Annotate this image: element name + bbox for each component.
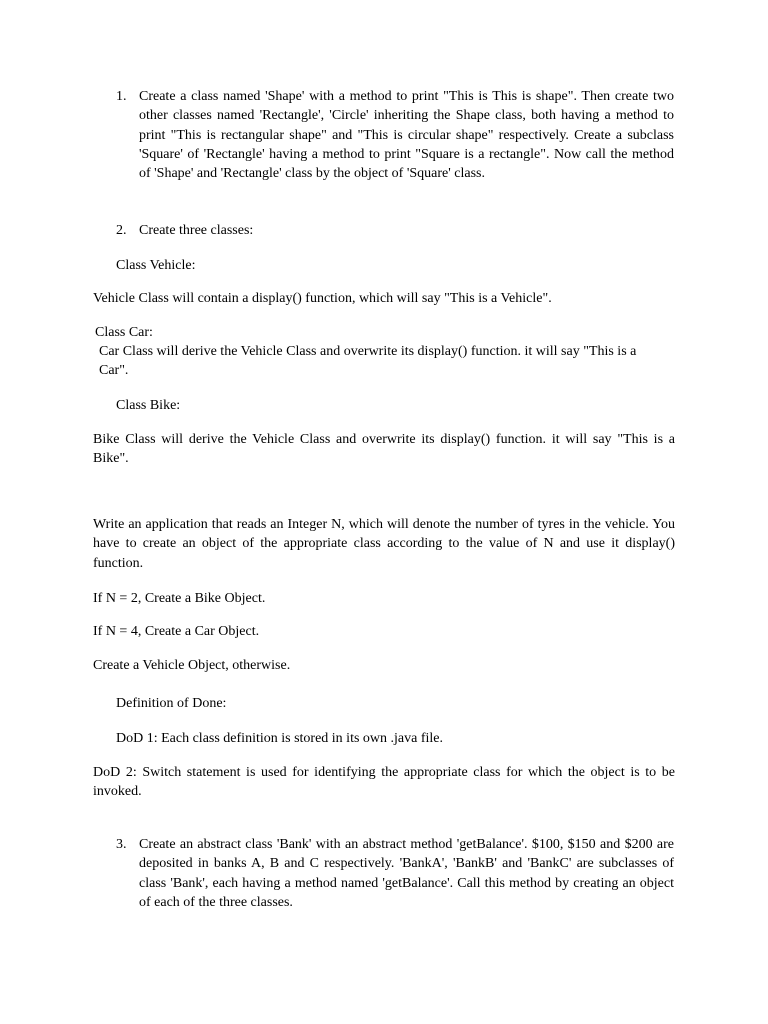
dod-2: DoD 2: Switch statement is used for identifying the appropriate class for which the object is to be invoked. bbox=[93, 765, 675, 800]
vehicle-description: Vehicle Class will contain a display() function, which will say "This is a Vehicle". bbox=[93, 291, 552, 306]
car-description: Car Class will derive the Vehicle Class and overwrite its display() function. it will say "This is a Car". bbox=[99, 344, 637, 379]
rule-car: If N = 4, Create a Car Object. bbox=[93, 624, 260, 639]
bike-heading: Class Bike: bbox=[116, 398, 181, 413]
car-heading: Class Car: bbox=[95, 325, 153, 340]
list-item-text: Create three classes: bbox=[139, 223, 254, 238]
rule-vehicle: Create a Vehicle Object, otherwise. bbox=[93, 658, 291, 673]
list-item-3 bbox=[116, 835, 676, 915]
vehicle-heading: Class Vehicle: bbox=[116, 258, 196, 273]
list-item-text: Create a class named 'Shape' with a method to print "This is This is shape". Then create two other classes named 'Rectangle', 'Circle' inheriting the Shape class, both having a method to print "This is rectangular shape" and "This is circular shape" respectively. Create a subclass 'Square' of 'Rectangle' having a method to print "Square is a rectangle". Now call the method of 'Shape' and 'Rectangle' class by the object of 'Square' class. bbox=[139, 89, 674, 182]
list-item-1 bbox=[116, 87, 676, 207]
list-item-text: Create an abstract class 'Bank' with an abstract method 'getBalance'. $100, $150 and $200 are deposited in banks A, B and C respectively. 'BankA', 'BankB' and 'BankC' are subclasses of class 'Bank', each having a method named 'getBalance'. Call this method by creating an object of each of the three classes. bbox=[139, 837, 674, 910]
list-number: 3. bbox=[116, 837, 127, 852]
bike-description: Bike Class will derive the Vehicle Class and overwrite its display() function. it will say "This is a Bike". bbox=[93, 432, 675, 467]
dod-heading: Definition of Done: bbox=[116, 696, 227, 711]
rule-bike: If N = 2, Create a Bike Object. bbox=[93, 591, 266, 606]
list-number: 2. bbox=[116, 223, 127, 238]
list-item-2 bbox=[116, 221, 676, 241]
application-description: Write an application that reads an Integer N, which will denote the number of tyres in the vehicle. You have to create an object of the appropriate class according to the value of N and use it display() function. bbox=[93, 517, 675, 571]
list-number: 1. bbox=[116, 89, 127, 104]
dod-1: DoD 1: Each class definition is stored in its own .java file. bbox=[116, 731, 443, 746]
